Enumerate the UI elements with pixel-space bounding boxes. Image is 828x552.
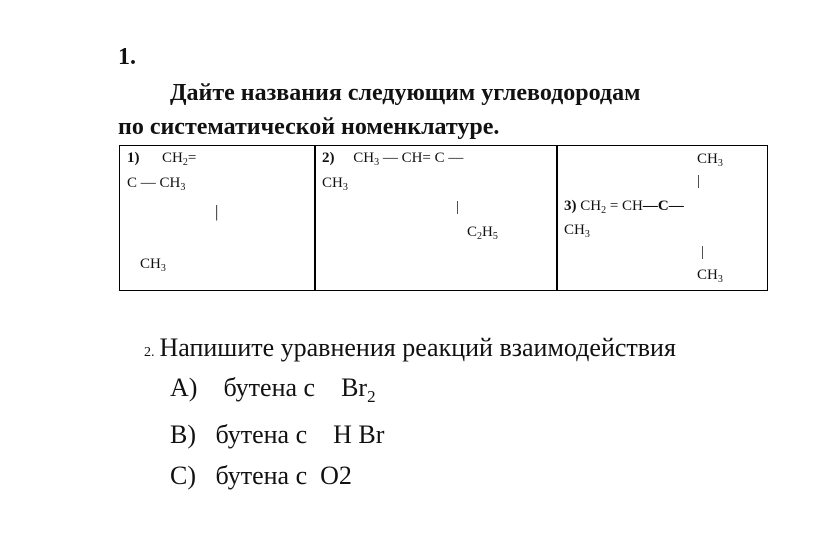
option-a: А) бутена с $Br_2$ — [170, 373, 376, 406]
structure-3-bond-top: | — [697, 173, 701, 189]
task1-title-line1: Дайте названия следующим углеводородам — [170, 80, 641, 106]
structure-1-line2: C — $CH_3$ — [127, 175, 186, 193]
option-c: С) бутена с O2 — [170, 461, 352, 490]
structure-cell-3 — [556, 145, 768, 291]
option-b: В) бутена с H Br — [170, 420, 385, 449]
structure-3-bottom-group: $CH_3$ — [697, 267, 723, 285]
structure-cell-2 — [314, 145, 558, 291]
structure-1-line3: $CH_3$ — [140, 256, 166, 274]
structure-3-line2: $CH_3$ — [564, 222, 590, 240]
structure-1-line1: 1) $CH_2=$ — [127, 150, 197, 168]
structure-3-main-chain: 3) $CH_2$ = CH—C— — [564, 198, 684, 216]
task1-number: 1. — [118, 44, 136, 70]
task2-number: 2. — [144, 345, 155, 360]
structure-cell-1 — [119, 145, 316, 291]
task2-title-text: Напишите уравнения реакций взаимодействия — [159, 333, 676, 362]
structure-2-bond: | — [456, 199, 460, 215]
task2-title — [144, 333, 676, 363]
structure-2-line1: 2) $CH_3$ — CH= C — — [322, 150, 464, 168]
structure-2-line2: $CH_3$ — [322, 175, 348, 193]
structure-3-top-group: $CH_3$ — [697, 151, 723, 169]
task1-title-line2: по систематической номенклатуре. — [118, 114, 500, 140]
structure-1-bond: | — [215, 202, 219, 221]
structure-2-branch: $C_2H_5$ — [467, 224, 498, 242]
structure-3-bond-bottom: | — [701, 244, 705, 260]
structures-table — [119, 145, 768, 293]
